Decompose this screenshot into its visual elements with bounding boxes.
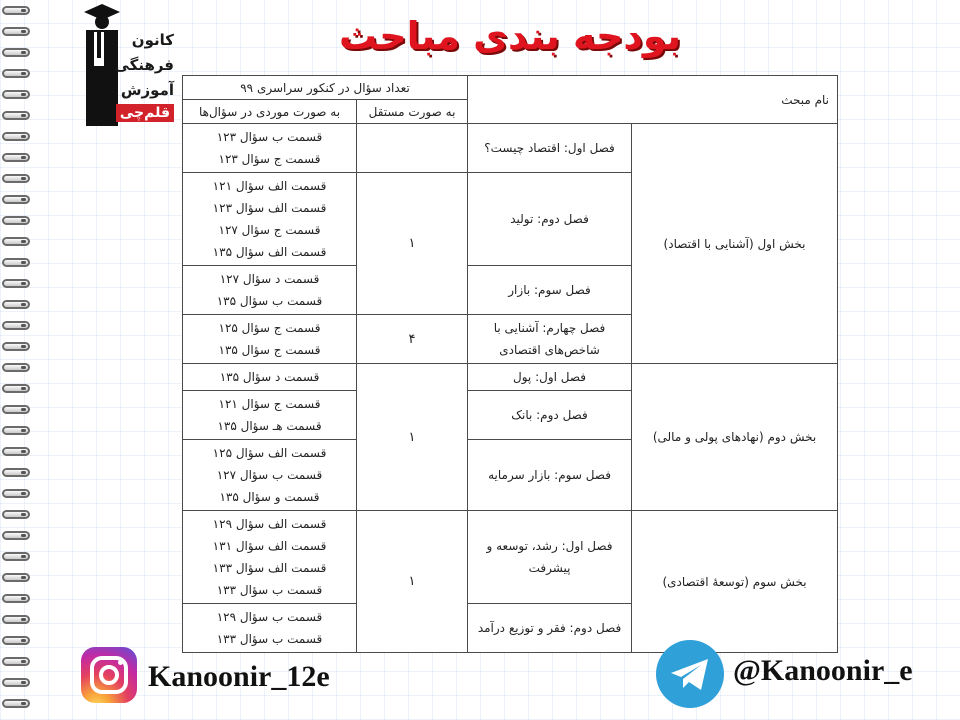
unit-cell: بخش اول (آشنایی با اقتصاد) xyxy=(632,124,838,364)
chapter-cell: فصل سوم: بازار سرمایه xyxy=(468,440,632,511)
question-ref: قسمت الف سؤال ۱۳۳ xyxy=(212,561,327,575)
spiral-ring xyxy=(2,69,30,78)
spiral-ring xyxy=(2,132,30,141)
spiral-ring xyxy=(2,237,30,246)
spiral-ring xyxy=(2,636,30,645)
question-ref: قسمت د سؤال ۱۳۵ xyxy=(219,370,320,384)
question-ref: قسمت ب سؤال ۱۳۳ xyxy=(216,583,323,597)
question-ref: قسمت ج سؤال ۱۲۷ xyxy=(218,223,321,237)
question-ref: قسمت الف سؤال ۱۲۵ xyxy=(212,446,327,460)
spiral-ring xyxy=(2,447,30,456)
logo-text-3: آموزش xyxy=(120,81,174,99)
kanoon-logo xyxy=(80,2,180,126)
chapter-cell: فصل اول: پول xyxy=(468,364,632,391)
instagram-icon[interactable] xyxy=(81,647,137,703)
question-ref: قسمت ج سؤال ۱۲۵ xyxy=(218,321,321,335)
spiral-ring xyxy=(2,678,30,687)
spiral-ring xyxy=(2,342,30,351)
spiral-ring xyxy=(2,594,30,603)
table-row xyxy=(183,124,838,173)
instagram-lens xyxy=(99,665,119,685)
chapter-cell: فصل دوم: بانک xyxy=(468,391,632,440)
question-refs-cell xyxy=(183,173,357,266)
chapter-cell: فصل سوم: بازار xyxy=(468,266,632,315)
chapter-cell: فصل اول: رشد، توسعه و پیشرفت xyxy=(468,511,632,604)
question-ref: قسمت الف سؤال ۱۳۱ xyxy=(212,539,327,553)
question-ref: قسمت الف سؤال ۱۲۳ xyxy=(212,201,327,215)
chapter-cell: فصل اول: اقتصاد چیست؟ xyxy=(468,124,632,173)
instagram-dot xyxy=(118,660,123,665)
unit-cell: بخش سوم (توسعهٔ اقتصادی) xyxy=(632,511,838,653)
question-refs-cell xyxy=(183,604,357,653)
spiral-ring xyxy=(2,405,30,414)
question-refs-cell xyxy=(183,124,357,173)
spiral-ring xyxy=(2,48,30,57)
spiral-ring xyxy=(2,6,30,15)
independent-count-cell: ۱ xyxy=(357,364,468,511)
spiral-ring xyxy=(2,468,30,477)
question-ref: قسمت ب سؤال ۱۲۹ xyxy=(216,610,323,624)
spiral-ring xyxy=(2,216,30,225)
spiral-ring xyxy=(2,531,30,540)
question-ref: قسمت ج سؤال ۱۲۳ xyxy=(218,152,321,166)
question-ref: قسمت ج سؤال ۱۲۱ xyxy=(218,397,321,411)
spiral-ring xyxy=(2,153,30,162)
question-ref: قسمت ب سؤال ۱۲۷ xyxy=(216,468,323,482)
logo-text-1: کانون xyxy=(131,31,174,49)
instagram-handle[interactable]: Kanoonir_12e xyxy=(148,660,330,693)
question-ref: قسمت الف سؤال ۱۲۹ xyxy=(212,517,327,531)
spiral-binding xyxy=(0,0,34,720)
table-row xyxy=(183,364,838,391)
question-refs-cell xyxy=(183,440,357,511)
table-row xyxy=(183,511,838,604)
spiral-ring xyxy=(2,258,30,267)
topic-budget-table xyxy=(182,75,838,653)
spiral-ring xyxy=(2,657,30,666)
spiral-ring xyxy=(2,510,30,519)
spiral-ring xyxy=(2,195,30,204)
spiral-ring xyxy=(2,321,30,330)
spiral-ring xyxy=(2,90,30,99)
unit-cell: بخش دوم (نهادهای پولی و مالی) xyxy=(632,364,838,511)
logo-text-2: فرهنگی xyxy=(114,56,174,74)
header-topic-name: نام مبحث xyxy=(468,76,838,124)
question-refs-cell xyxy=(183,266,357,315)
spiral-ring xyxy=(2,174,30,183)
independent-count-cell xyxy=(357,124,468,173)
spiral-ring xyxy=(2,699,30,708)
question-refs-cell xyxy=(183,391,357,440)
spiral-ring xyxy=(2,300,30,309)
question-ref: قسمت الف سؤال ۱۲۱ xyxy=(212,179,327,193)
header-question-count: تعداد سؤال در کنکور سراسری ۹۹ xyxy=(183,76,468,100)
question-ref: قسمت و سؤال ۱۳۵ xyxy=(219,490,320,504)
telegram-handle[interactable]: @Kanoonir_e xyxy=(733,654,913,687)
question-ref: قسمت ب سؤال ۱۳۳ xyxy=(216,632,323,646)
question-refs-cell xyxy=(183,364,357,391)
spiral-ring xyxy=(2,279,30,288)
spiral-ring xyxy=(2,552,30,561)
question-ref: قسمت ج سؤال ۱۳۵ xyxy=(218,343,321,357)
question-refs-cell xyxy=(183,315,357,364)
question-ref: قسمت ب سؤال ۱۲۳ xyxy=(216,130,323,144)
spiral-ring xyxy=(2,426,30,435)
question-ref: قسمت هـ سؤال ۱۳۵ xyxy=(217,419,322,433)
spiral-ring xyxy=(2,111,30,120)
page-title: بودجه بندی مباحث xyxy=(339,14,681,58)
question-ref: قسمت الف سؤال ۱۳۵ xyxy=(212,245,327,259)
question-ref: قسمت ب سؤال ۱۳۵ xyxy=(216,294,323,308)
chapter-cell: فصل دوم: فقر و توزیع درآمد xyxy=(468,604,632,653)
chapter-cell: فصل چهارم: آشنایی با شاخص‌های اقتصادی xyxy=(468,315,632,364)
independent-count-cell: ۴ xyxy=(357,315,468,364)
spiral-ring xyxy=(2,489,30,498)
spiral-ring xyxy=(2,27,30,36)
independent-count-cell: ۱ xyxy=(357,173,468,315)
question-ref: قسمت د سؤال ۱۲۷ xyxy=(219,272,320,286)
spiral-ring xyxy=(2,573,30,582)
independent-count-cell: ۱ xyxy=(357,511,468,653)
spiral-ring xyxy=(2,615,30,624)
spiral-ring xyxy=(2,363,30,372)
spiral-ring xyxy=(2,384,30,393)
telegram-icon[interactable] xyxy=(656,640,724,708)
logo-text-4: قلم‌چی xyxy=(116,104,174,122)
question-refs-cell xyxy=(183,511,357,604)
header-independent: به صورت مستقل xyxy=(357,100,468,124)
chapter-cell: فصل دوم: تولید xyxy=(468,173,632,266)
header-in-questions: به صورت موردی در سؤال‌ها xyxy=(183,100,357,124)
